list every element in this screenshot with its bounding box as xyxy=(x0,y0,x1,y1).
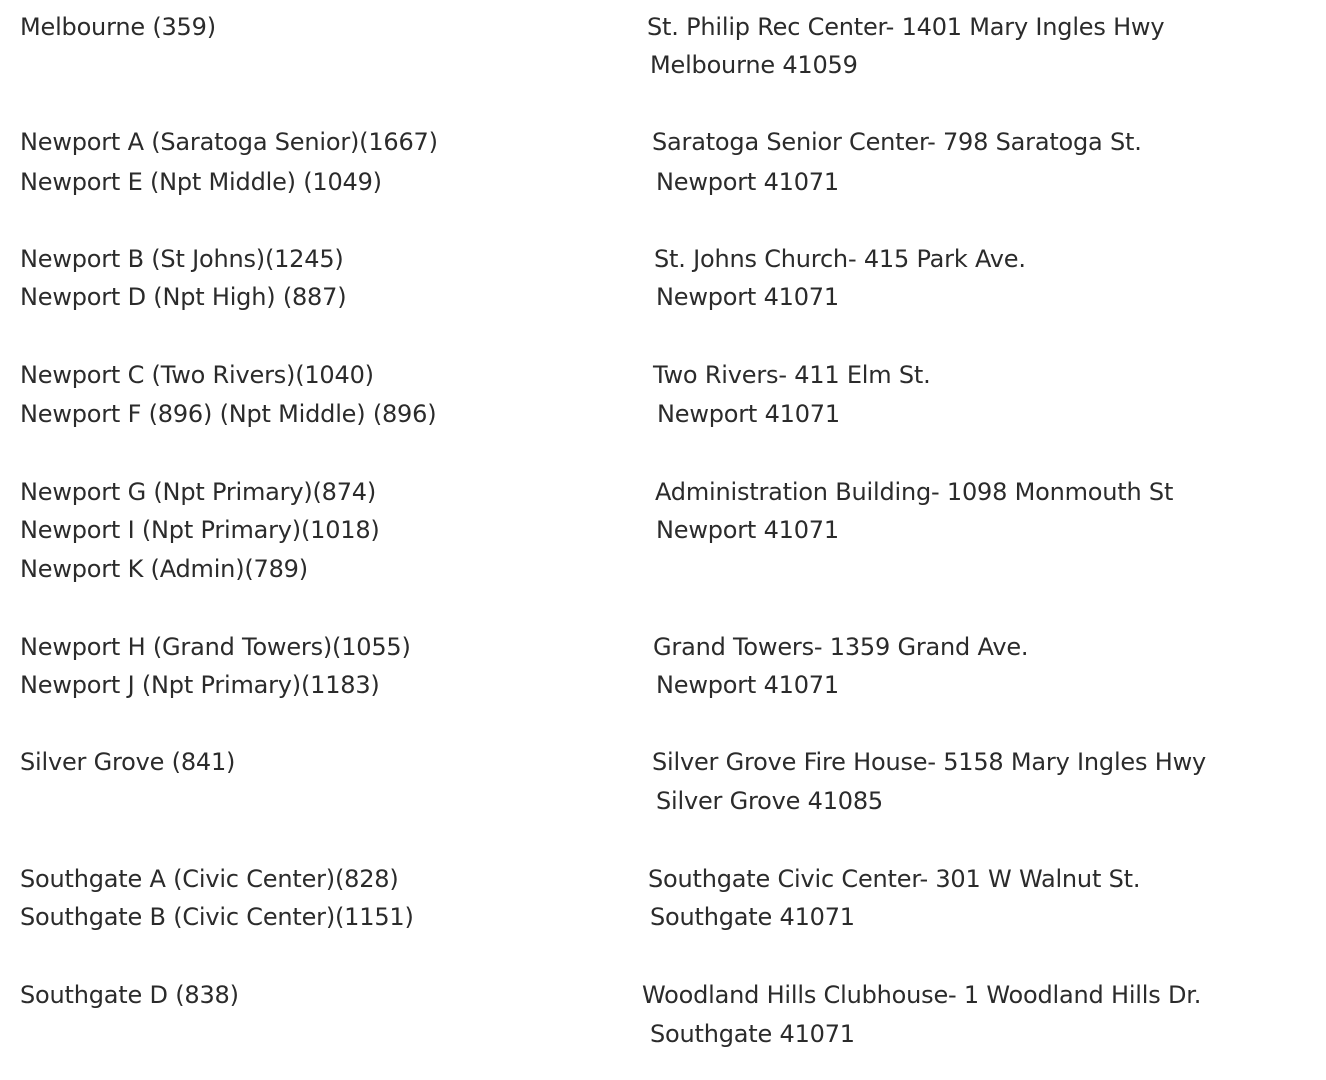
precinct-line: Newport J (Npt Primary)(1183) xyxy=(20,671,380,699)
precinct-line: Newport I (Npt Primary)(1018) xyxy=(20,516,380,544)
location-address: Woodland Hills Clubhouse- 1 Woodland Hills Dr. xyxy=(642,981,1202,1009)
location-address: Silver Grove Fire House- 5158 Mary Ingles Hwy xyxy=(652,748,1207,776)
location-city-zip: Newport 41071 xyxy=(656,168,839,196)
location-city-zip: Newport 41071 xyxy=(656,283,839,311)
precinct-line: Newport K (Admin)(789) xyxy=(20,555,308,583)
precinct-line: Southgate B (Civic Center)(1151) xyxy=(20,903,414,931)
location-address: Southgate Civic Center- 301 W Walnut St. xyxy=(648,865,1141,893)
location-address: Saratoga Senior Center- 798 Saratoga St. xyxy=(652,128,1142,156)
location-address: Administration Building- 1098 Monmouth St xyxy=(655,478,1174,506)
location-city-zip: Melbourne 41059 xyxy=(650,51,858,79)
precinct-line: Newport C (Two Rivers)(1040) xyxy=(20,361,374,389)
location-city-zip: Newport 41071 xyxy=(657,400,840,428)
precinct-line: Newport D (Npt High) (887) xyxy=(20,283,347,311)
precinct-line: Silver Grove (841) xyxy=(20,748,236,776)
location-address: St. Johns Church- 415 Park Ave. xyxy=(654,245,1026,273)
precinct-line: Melbourne (359) xyxy=(20,13,216,41)
precinct-line: Newport G (Npt Primary)(874) xyxy=(20,478,377,506)
precinct-line: Southgate D (838) xyxy=(20,981,239,1009)
precinct-line: Newport E (Npt Middle) (1049) xyxy=(20,168,382,196)
precinct-line: Southgate A (Civic Center)(828) xyxy=(20,865,399,893)
precinct-line: Newport A (Saratoga Senior)(1667) xyxy=(20,128,438,156)
precinct-line: Newport F (896) (Npt Middle) (896) xyxy=(20,400,437,428)
location-address: Grand Towers- 1359 Grand Ave. xyxy=(653,633,1029,661)
location-city-zip: Southgate 41071 xyxy=(650,903,855,931)
location-city-zip: Newport 41071 xyxy=(656,671,839,699)
location-city-zip: Southgate 41071 xyxy=(650,1020,855,1048)
location-address: Two Rivers- 411 Elm St. xyxy=(653,361,931,389)
location-city-zip: Silver Grove 41085 xyxy=(656,787,884,815)
location-address: St. Philip Rec Center- 1401 Mary Ingles Hwy xyxy=(647,13,1165,41)
precinct-line: Newport B (St Johns)(1245) xyxy=(20,245,344,273)
precinct-line: Newport H (Grand Towers)(1055) xyxy=(20,633,411,661)
location-city-zip: Newport 41071 xyxy=(656,516,839,544)
